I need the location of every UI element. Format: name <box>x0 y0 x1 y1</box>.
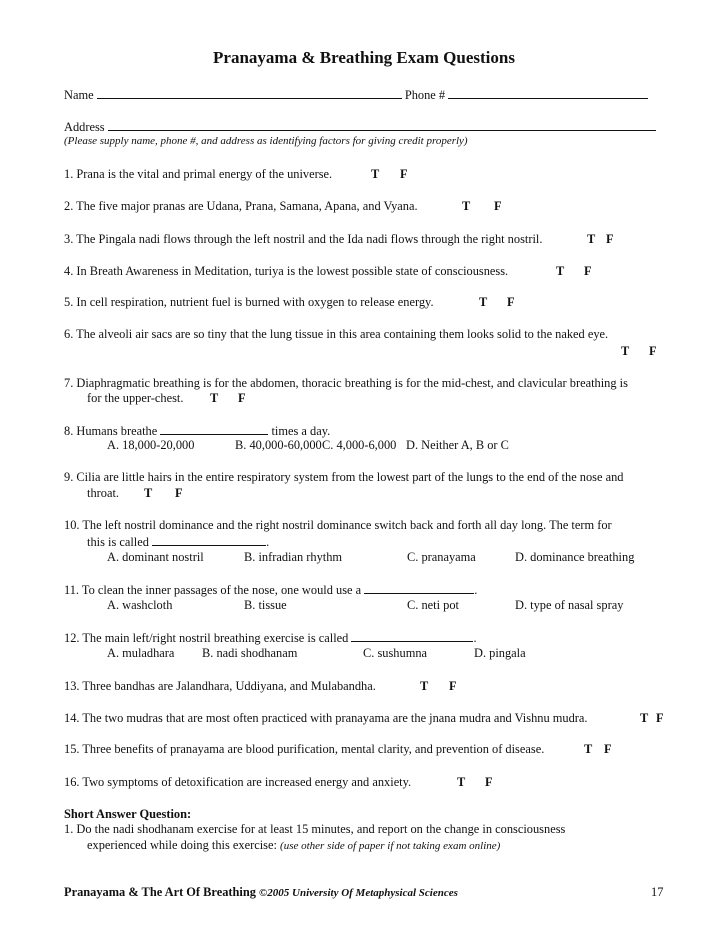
q10-option-b[interactable]: B. infradian rhythm <box>244 550 343 564</box>
name-field[interactable] <box>97 87 402 99</box>
q5-true[interactable]: T <box>479 295 488 309</box>
q7-false[interactable]: F <box>238 391 246 405</box>
address-row <box>64 119 656 135</box>
phone-label: Phone # <box>404 88 446 102</box>
q5-false[interactable]: F <box>507 295 515 309</box>
copyright: ©2005 University Of Metaphysical Sciences <box>259 887 458 899</box>
q12-option-a[interactable]: A. muladhara <box>107 646 175 660</box>
q12-period: . <box>473 631 477 645</box>
question-10-line-1: 10. The left nostril dominance and the right nostril dominance switch back and forth all day long. The term for <box>64 518 612 532</box>
question-7-line-1: 7. Diaphragmatic breathing is for the abdomen, thoracic breathing is for the mid-chest, and clavicular breathing is <box>64 376 628 390</box>
q3-true[interactable]: T <box>587 232 596 246</box>
name-row <box>64 87 648 103</box>
q11-option-a[interactable]: A. washcloth <box>107 598 173 612</box>
question-6: 6. The alveoli air sacs are so tiny that the lung tissue in this area containing them looks solid to the naked eye. <box>64 327 609 341</box>
q7-true[interactable]: T <box>210 391 219 405</box>
question-9-line-2: throat. <box>87 486 119 500</box>
address-label: Address <box>64 120 105 134</box>
q10-period: . <box>266 535 270 549</box>
question-1: 1. Prana is the vital and primal energy of the universe. <box>64 167 333 181</box>
question-4: 4. In Breath Awareness in Meditation, turiya is the lowest possible state of consciousness. <box>64 264 509 278</box>
q15-false[interactable]: F <box>604 742 612 756</box>
phone-field[interactable] <box>448 87 648 99</box>
page-title: Pranayama & Breathing Exam Questions <box>213 48 515 67</box>
question-12-text: 12. The main left/right nostril breathing exercise is called <box>64 631 349 645</box>
q11-option-b[interactable]: B. tissue <box>244 598 287 612</box>
q4-true[interactable]: T <box>556 264 565 278</box>
q16-false[interactable]: F <box>485 775 493 789</box>
q6-false[interactable]: F <box>649 344 657 358</box>
q11-option-c[interactable]: C. neti pot <box>407 598 459 612</box>
question-10-line-2 <box>87 534 269 550</box>
q9-false[interactable]: F <box>175 486 183 500</box>
question-3: 3. The Pingala nadi flows through the left nostril and the Ida nadi flows through the right nostril. <box>64 232 543 246</box>
question-5: 5. In cell respiration, nutrient fuel is burned with oxygen to release energy. <box>64 295 434 309</box>
q9-true[interactable]: T <box>144 486 153 500</box>
q1-false[interactable]: F <box>400 167 408 181</box>
question-8 <box>64 423 330 439</box>
q10-option-c[interactable]: C. pranayama <box>407 550 476 564</box>
footer-book-title <box>64 885 458 900</box>
question-11-text: 11. To clean the inner passages of the nose, one would use a <box>64 583 362 597</box>
short-answer-text: experienced while doing this exercise: <box>87 838 277 852</box>
q2-false[interactable]: F <box>494 199 502 213</box>
question-7-line-2: for the upper-chest. <box>87 391 184 405</box>
q14-true[interactable]: T <box>640 711 649 725</box>
q11-option-d[interactable]: D. type of nasal spray <box>515 598 624 612</box>
short-answer-question-line-1: 1. Do the nadi shodhanam exercise for at least 15 minutes, and report on the change in consciousness <box>64 822 566 836</box>
question-9-line-1: 9. Cilia are little hairs in the entire respiratory system from the lowest part of the lungs to the end of the nose and <box>64 470 624 484</box>
short-answer-heading: Short Answer Question: <box>64 807 192 821</box>
q12-option-c[interactable]: C. sushumna <box>363 646 428 660</box>
identification-note: (Please supply name, phone #, and address as identifying factors for giving credit properly) <box>64 135 468 147</box>
q15-true[interactable]: T <box>584 742 593 756</box>
q1-true[interactable]: T <box>371 167 380 181</box>
q4-false[interactable]: F <box>584 264 592 278</box>
q12-option-d[interactable]: D. pingala <box>474 646 526 660</box>
q8-option-b[interactable]: B. 40,000-60,000 <box>235 438 322 452</box>
q2-true[interactable]: T <box>462 199 471 213</box>
page-number: 17 <box>651 885 664 899</box>
name-label: Name <box>64 88 94 102</box>
q8-option-d[interactable]: D. Neither A, B or C <box>406 438 509 452</box>
question-14: 14. The two mudras that are most often practiced with pranayama are the jnana mudra and Vishnu mudra. <box>64 711 588 725</box>
q13-false[interactable]: F <box>449 679 457 693</box>
q16-true[interactable]: T <box>457 775 466 789</box>
q11-blank[interactable] <box>364 582 474 594</box>
q6-true[interactable]: T <box>621 344 630 358</box>
q8-option-c[interactable]: C. 4,000-6,000 <box>322 438 397 452</box>
question-10-text: this is called <box>87 535 149 549</box>
question-12 <box>64 630 477 646</box>
question-16: 16. Two symptoms of detoxification are increased energy and anxiety. <box>64 775 412 789</box>
question-15: 15. Three benefits of pranayama are blood purification, mental clarity, and prevention of disease. <box>64 742 545 756</box>
short-answer-note: (use other side of paper if not taking exam online) <box>280 840 501 852</box>
q8-blank[interactable] <box>160 423 268 435</box>
q3-false[interactable]: F <box>606 232 614 246</box>
question-13: 13. Three bandhas are Jalandhara, Uddiyana, and Mulabandha. <box>64 679 376 693</box>
q11-period: . <box>474 583 478 597</box>
question-2: 2. The five major pranas are Udana, Prana, Samana, Apana, and Vyana. <box>64 199 418 213</box>
question-8-text: 8. Humans breathe <box>64 424 158 438</box>
short-answer-question-line-2 <box>87 838 500 853</box>
q12-blank[interactable] <box>351 630 473 642</box>
address-field[interactable] <box>108 119 656 131</box>
book-title: Pranayama & The Art Of Breathing <box>64 885 256 899</box>
q13-true[interactable]: T <box>420 679 429 693</box>
q10-option-d[interactable]: D. dominance breathing <box>515 550 635 564</box>
q12-option-b[interactable]: B. nadi shodhanam <box>202 646 298 660</box>
question-11 <box>64 582 477 598</box>
q10-option-a[interactable]: A. dominant nostril <box>107 550 204 564</box>
question-8-text-end: times a day. <box>271 424 331 438</box>
q8-option-a[interactable]: A. 18,000-20,000 <box>107 438 195 452</box>
q10-blank[interactable] <box>152 534 266 546</box>
q14-false[interactable]: F <box>656 711 664 725</box>
